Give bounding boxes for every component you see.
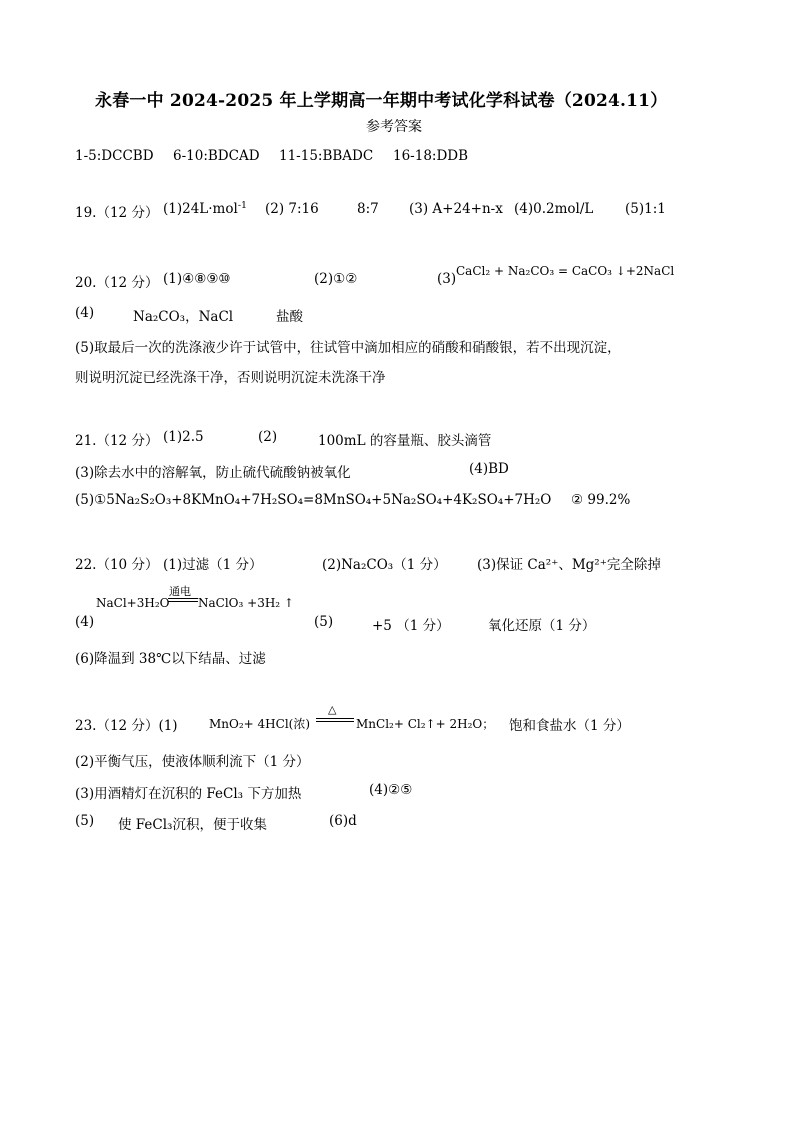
page-subtitle: 参考答案	[366, 119, 422, 135]
q23-part1-eq-line-top	[316, 718, 354, 719]
q19-number: 19.（12 分）	[75, 205, 159, 221]
q19-part1-sup: -1	[237, 200, 248, 211]
q23-part1-eq-right: MnCl₂+ Cl₂↑+ 2H₂O；	[356, 717, 495, 731]
q22-part4-eq-condition: 通电	[169, 585, 191, 598]
q22-part5-answer-a: +5 （1 分）	[372, 618, 450, 634]
q20-part3: (3)	[437, 271, 457, 287]
q22-part4-eq-line-bottom	[168, 601, 198, 602]
q23-part4: (4)②⑤	[369, 782, 413, 798]
q23-part1-eq-line-bottom	[316, 721, 354, 722]
q20-part4-answer-b: 盐酸	[276, 309, 303, 325]
q23-part3: (3)用酒精灯在沉积的 FeCl₃ 下方加热	[75, 786, 302, 802]
q19-part1	[163, 201, 247, 217]
q20-part5-line1: (5)取最后一次的洗涤液少许于试管中，往试管中滴加相应的硝酸和硝酸银，若不出现沉淀，	[75, 340, 621, 356]
q22-part2: (2)Na₂CO₃（1 分）	[322, 557, 447, 573]
q21-part4: (4)BD	[469, 461, 509, 477]
q20-part4: (4)	[75, 305, 95, 321]
q21-part3: (3)除去水中的溶解氧，防止硫代硫酸钠被氧化	[75, 465, 351, 481]
q23-part5-answer: 使 FeCl₃沉积，便于收集	[118, 817, 267, 833]
q23-part5: (5)	[75, 813, 95, 829]
q20-part1: (1)④⑧⑨⑩	[163, 271, 231, 287]
q21-part5-equation: (5)①5Na₂S₂O₃+8KMnO₄+7H₂SO₄=8MnSO₄+5Na₂SO₄+4K₂SO₄+7H₂O	[75, 492, 552, 508]
choice-group-3: 11-15:BBADC	[279, 148, 374, 164]
q22-number: 22.（10 分）	[75, 557, 159, 573]
q21-part1: (1)2.5	[163, 429, 204, 445]
q22-part4-eq-left: NaCl+3H₂O	[96, 596, 170, 610]
q22-part5-answer-b: 氧化还原（1 分）	[488, 618, 596, 634]
q20-part3-equation: CaCl₂ + Na₂CO₃ = CaCO₃ ↓+2NaCl	[456, 264, 675, 278]
choice-group-1: 1-5:DCCBD	[75, 148, 154, 164]
q22-part3: (3)保证 Ca²⁺、Mg²⁺完全除掉	[477, 557, 661, 573]
q23-part1-eq-condition: △	[328, 703, 337, 716]
q22-part5: (5)	[314, 614, 334, 630]
q21-part2-answer: 100mL 的容量瓶、胶头滴管	[318, 433, 492, 449]
q19-part5: (5)1:1	[625, 201, 666, 217]
q21-part5-answer: ② 99.2%	[571, 492, 631, 508]
q22-part1: (1)过滤（1 分）	[163, 557, 263, 573]
q20-part5-line2: 则说明沉淀已经洗涤干净，否则说明沉淀未洗涤干净	[75, 370, 386, 386]
q19-part1-text: (1)24L·mol	[163, 201, 238, 217]
choice-group-2: 6-10:BDCAD	[173, 148, 260, 164]
q19-part4: (4)0.2mol/L	[514, 201, 594, 217]
q19-part2: (2) 7:16	[265, 201, 319, 217]
q23-part2: (2)平衡气压，使液体顺利流下（1 分）	[75, 754, 310, 770]
q19-part3: (3) A+24+n-x	[409, 201, 503, 217]
q23-part1-eq-left: MnO₂+ 4HCl(浓)	[209, 717, 311, 731]
q23-number: 23.（12 分）(1)	[75, 718, 178, 734]
q19-part2b: 8:7	[357, 201, 379, 217]
q22-part4-eq-right: NaClO₃ +3H₂ ↑	[198, 596, 294, 610]
q21-part2: (2)	[258, 429, 278, 445]
q21-number: 21.（12 分）	[75, 433, 159, 449]
q22-part4-eq-line-top	[168, 598, 198, 599]
q23-part6: (6)d	[329, 813, 357, 829]
q20-part4-answer-a: Na₂CO₃，NaCl	[133, 309, 234, 325]
choice-group-4: 16-18:DDB	[393, 148, 469, 164]
q20-number: 20.（12 分）	[75, 275, 159, 291]
q22-part4: (4)	[75, 614, 95, 630]
page-title: 永春一中 2024-2025 年上学期高一年期中考试化学科试卷（2024.11）	[95, 91, 668, 111]
q22-part6: (6)降温到 38℃以下结晶、过滤	[75, 651, 266, 667]
q20-part2: (2)①②	[314, 271, 358, 287]
q23-part1-answer-b: 饱和食盐水（1 分）	[509, 718, 630, 734]
